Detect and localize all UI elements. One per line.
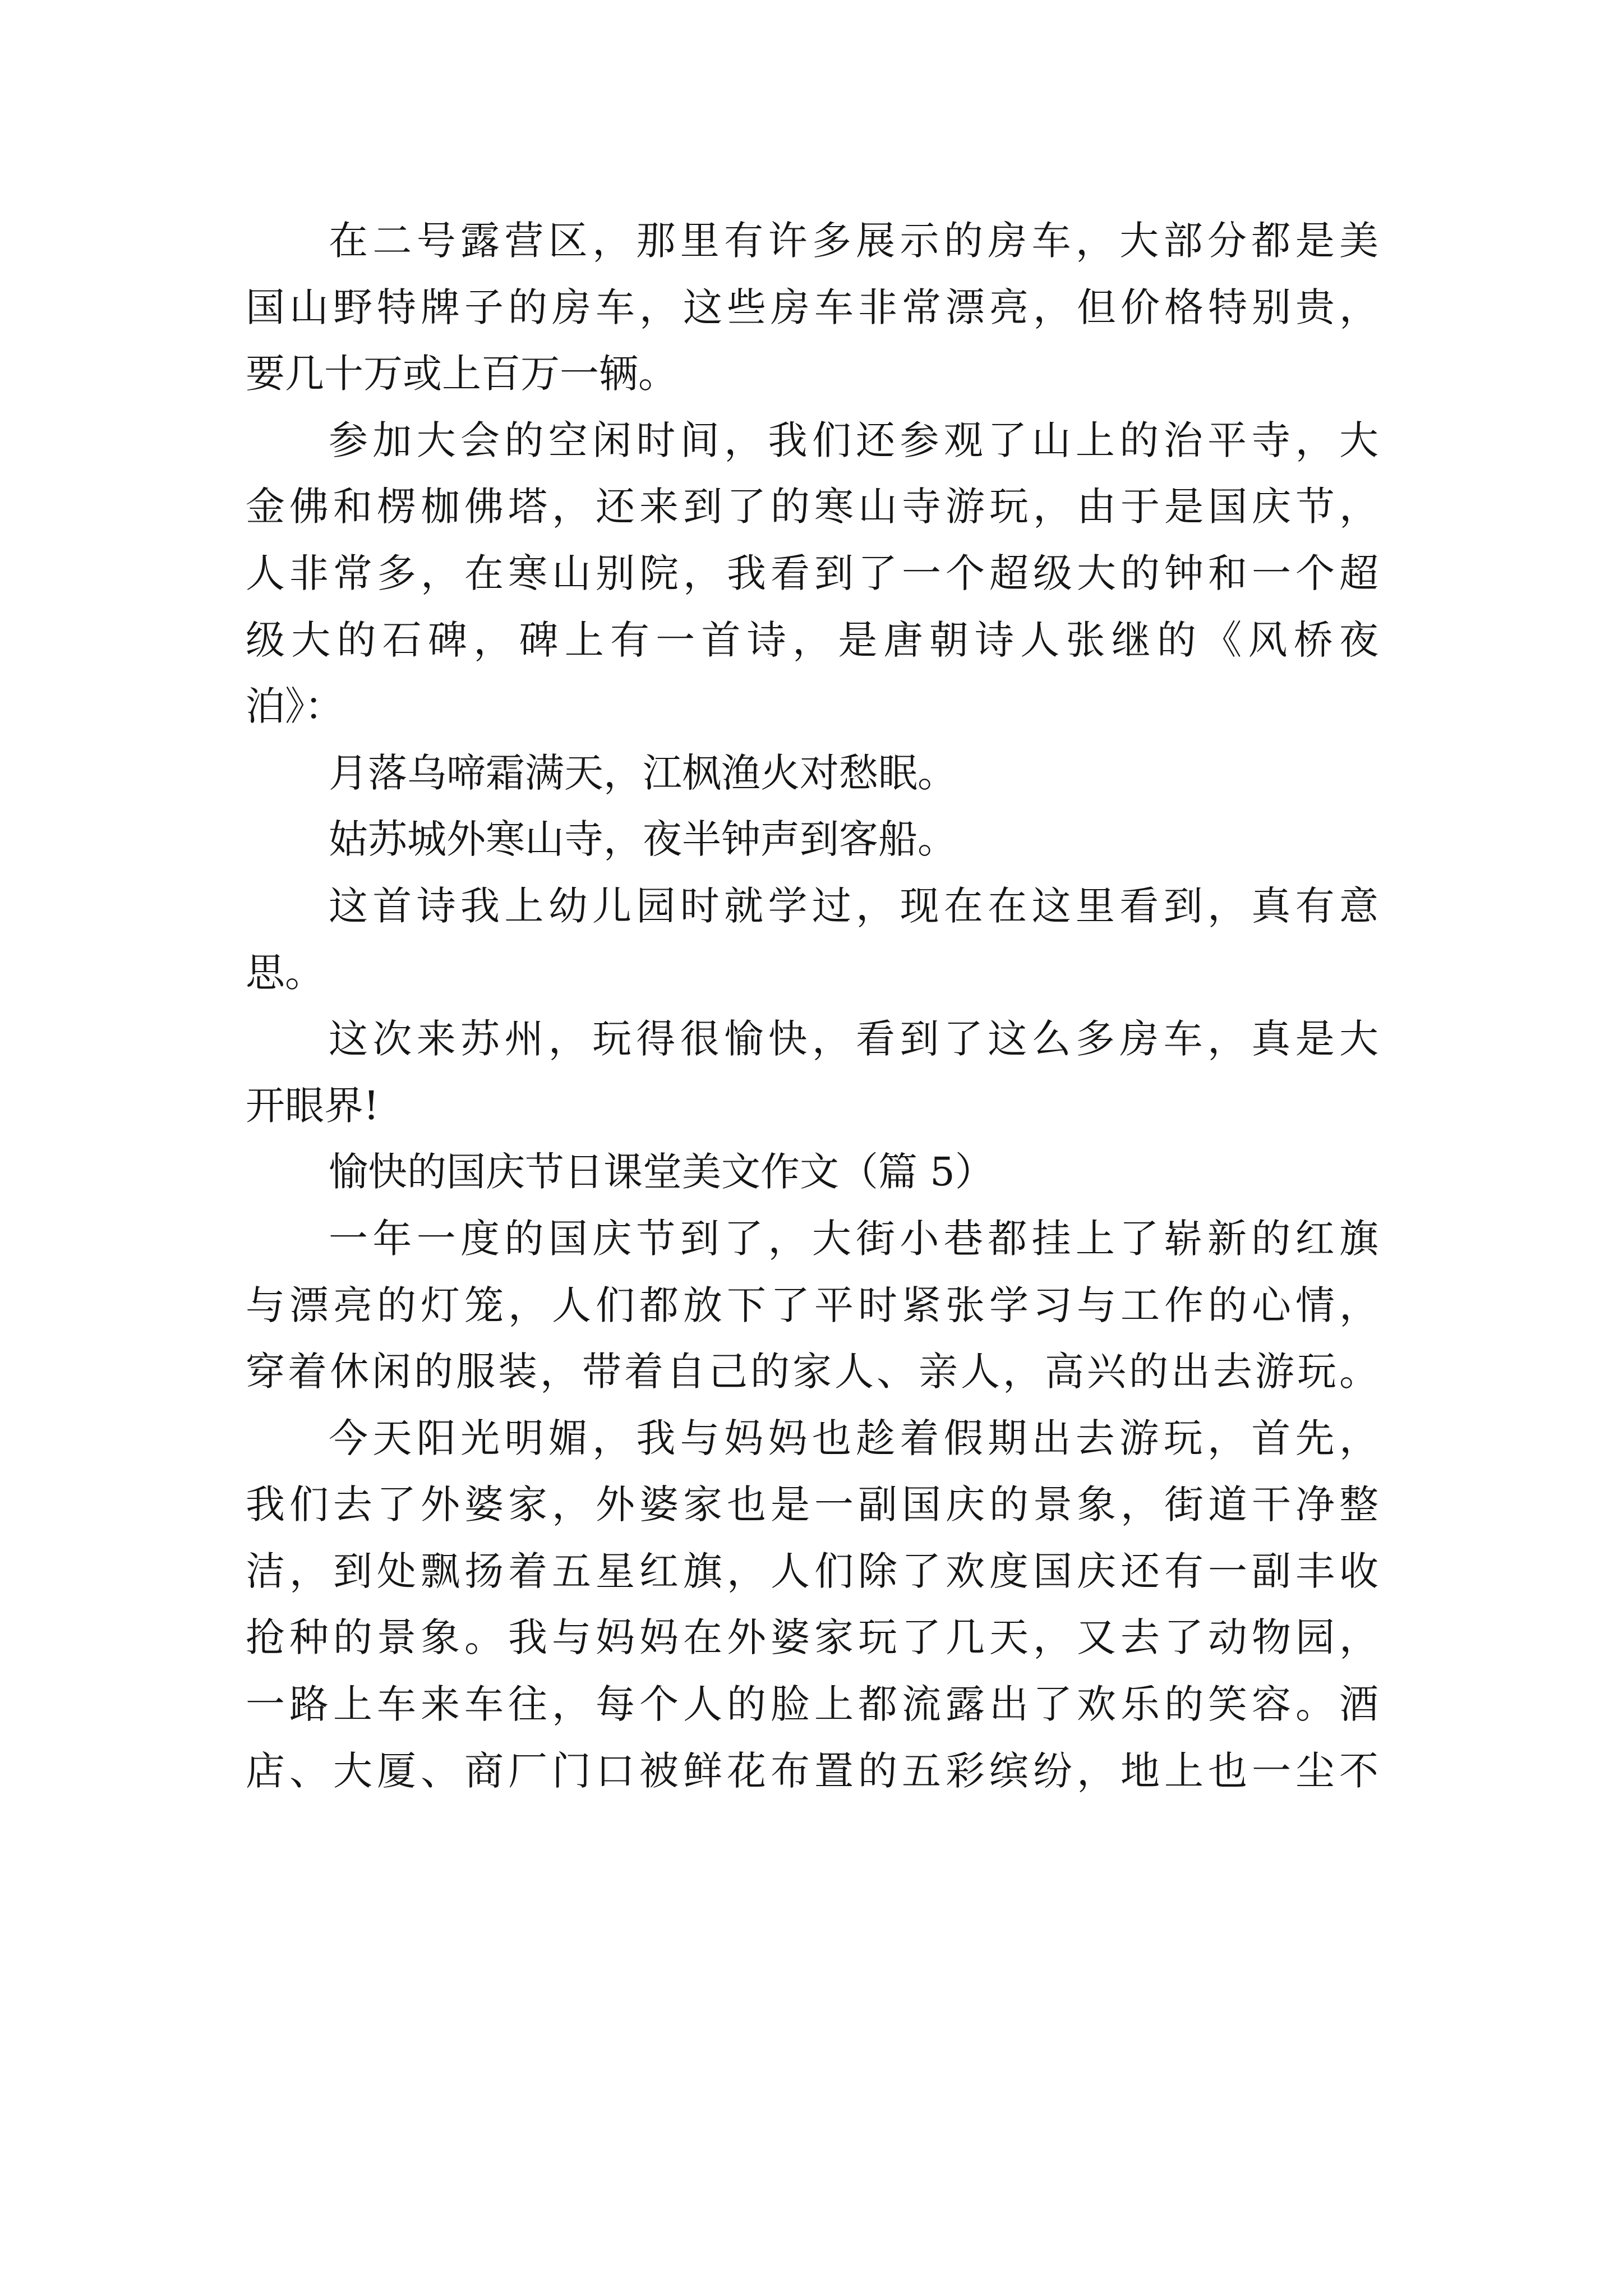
text-line: 级大的石碑，碑上有一首诗，是唐朝诗人张继的《风桥夜 [246, 616, 1378, 663]
section-title [246, 1139, 1378, 1205]
section-title-text: 愉快的国庆节日课堂美文作文（篇 5） [329, 1149, 994, 1195]
text-line: 月落乌啼霜满天，江枫渔火对愁眠。 [329, 749, 957, 796]
text-line: 开眼界! [246, 1082, 380, 1129]
poem-line [246, 740, 1378, 807]
text-line: 店、大厦、商厂门口被鲜花布置的五彩缤纷，地上也一尘不 [246, 1747, 1378, 1794]
text-line: 人非常多，在寒山别院，我看到了一个超级大的钟和一个超 [246, 550, 1378, 596]
text-line: 要几十万或上百万一辆。 [246, 351, 677, 397]
text-line: 姑苏城外寒山寺，夜半钟声到客船。 [329, 816, 957, 863]
text-line: 今天阳光明媚，我与妈妈也趁着假期出去游玩，首先， [329, 1415, 1378, 1461]
paragraph [246, 1006, 1378, 1139]
paragraph [246, 1205, 1378, 1405]
text-line: 抢种的景象。我与妈妈在外婆家玩了几天，又去了动物园， [246, 1614, 1378, 1661]
text-line: 参加大会的空闲时间，我们还参观了山上的治平寺，大 [329, 417, 1378, 463]
paragraph [246, 407, 1378, 740]
text-line: 一年一度的国庆节到了，大街小巷都挂上了崭新的红旗 [329, 1215, 1378, 1262]
text-line: 洁，到处飘扬着五星红旗，人们除了欢度国庆还有一副丰收 [246, 1548, 1378, 1594]
text-line: 在二号露营区，那里有许多展示的房车，大部分都是美 [329, 218, 1378, 264]
text-line: 泊》： [246, 683, 344, 730]
text-line: 穿着休闲的服装，带着自己的家人、亲人，高兴的出去游玩。 [246, 1349, 1378, 1395]
text-line: 国山野特牌子的房车，这些房车非常漂亮，但价格特别贵， [246, 284, 1378, 330]
paragraph [246, 873, 1378, 1006]
text-line: 这次来苏州，玩得很愉快，看到了这么多房车，真是大 [329, 1016, 1378, 1062]
paragraph [246, 1405, 1378, 1805]
text-line: 思。 [246, 949, 324, 996]
text-line: 金佛和楞枷佛塔，还来到了的寒山寺游玩，由于是国庆节， [246, 484, 1378, 530]
paragraph [246, 208, 1378, 407]
poem-line [246, 806, 1378, 873]
text-line: 一路上车来车往，每个人的脸上都流露出了欢乐的笑容。酒 [246, 1681, 1378, 1728]
text-line: 我们去了外婆家，外婆家也是一副国庆的景象，街道干净整 [246, 1481, 1378, 1528]
text-line: 与漂亮的灯笼，人们都放下了平时紧张学习与工作的心情， [246, 1282, 1378, 1328]
text-line: 这首诗我上幼儿园时就学过，现在在这里看到，真有意 [329, 882, 1378, 929]
document-body [246, 208, 1378, 1804]
